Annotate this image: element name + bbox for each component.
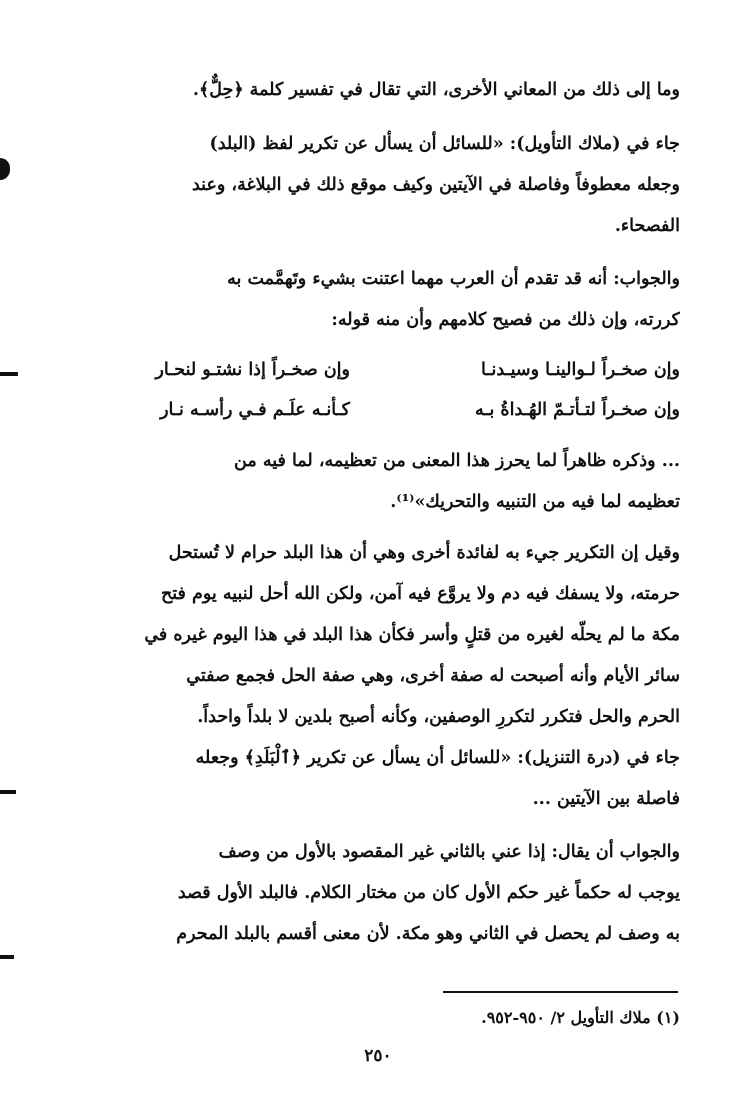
- text-line: وقيل إن التكرير جيء به لفائدة أخرى وهي أن هذا البلد حرام لا تُستحل: [168, 543, 680, 563]
- text-line: سائر الأيام وأنه أصبحت له صفة أخرى، وهي صفة الحل فجمع صفتي: [186, 666, 680, 686]
- paragraph-other-benefit: [40, 533, 680, 738]
- paragraph-durrat-answer: [40, 832, 680, 955]
- text-line: وجعله معطوفاً وفاصلة في الآيتين وكيف موقع ذلك في البلاغة، وعند: [191, 175, 680, 195]
- verse-second-hemistich: كـأنـه علَـم فـي رأسـه نـار: [160, 400, 350, 420]
- text-line: جاء في (درة التنزيل): «للسائل أن يسأل عن تكرير ﴿ٱلْبَلَدِ﴾ وجعله: [195, 748, 680, 768]
- verse-second-hemistich: وإن صخـراً إذا نشتـو لنحـار: [155, 360, 350, 380]
- text-line: كررته، وإن ذلك من فصيح كلامهم وأن منه قوله:: [331, 310, 680, 330]
- paragraph-malak-continued: [40, 441, 680, 523]
- paragraph-durrat-question: [40, 738, 680, 820]
- verse-first-hemistich: وإن صخـراً لـوالينـا وسيـدنـا: [481, 360, 680, 380]
- paragraph-malak-answer: [40, 259, 680, 341]
- text-line: الحرم والحل فتكرر لتكررِ الوصفين، وكأنه أصبح بلدين لا بلداً واحداً.: [197, 707, 680, 727]
- text-line: وما إلى ذلك من المعاني الأخرى، التي تقال في تفسير كلمة ﴿حِلٌّ﴾.: [192, 80, 680, 100]
- text-line: يوجب له حكماً غير حكم الأول كان من مختار الكلام. فالبلد الأول قصد: [177, 883, 680, 903]
- footnote-divider: [443, 991, 678, 993]
- scan-mark: [0, 955, 14, 959]
- paragraph-intro: [40, 70, 680, 111]
- page-number: ٢٥٠: [364, 1046, 392, 1066]
- text-line: حرمته، ولا يسفك فيه دم ولا يروَّع فيه آمن، ولكن الله أحل لنبيه يوم فتح: [160, 584, 680, 604]
- text-line: فاصلة بين الآيتين ...: [532, 789, 680, 809]
- scan-mark: [0, 372, 18, 376]
- text-line: مكة ما لم يحلّه لغيره من قتلٍ وأسر فكأن هذا البلد في هذا اليوم غيره في: [144, 625, 680, 645]
- text-line: ... وذكره ظاهراً لما يحرز هذا المعنى من تعظيمه، لما فيه من: [234, 451, 680, 471]
- poetry-verses: [40, 350, 680, 430]
- text-line: تعظيمه لما فيه من التنبيه والتحريك»⁽¹⁾.: [390, 492, 680, 512]
- text-line: جاء في (ملاك التأويل): «للسائل أن يسأل عن تكرير لفظ (البلد): [209, 134, 680, 154]
- paragraph-malak-question: [40, 124, 680, 247]
- text-line: به وصف لم يحصل في الثاني وهو مكة. لأن معنى أقسم بالبلد المحرم: [176, 924, 680, 944]
- verse-row: [40, 390, 680, 430]
- scan-mark: [0, 790, 16, 794]
- scan-mark: [0, 158, 10, 180]
- verse-first-hemistich: وإن صخـراً لتـأتـمّ الهُـداةُ بـه: [474, 400, 680, 420]
- text-line: والجواب: أنه قد تقدم أن العرب مهما اعتنت بشيء وتَهمَّمت به: [227, 269, 680, 289]
- text-line: والجواب أن يقال: إذا عني بالثاني غير المقصود بالأول من وصف: [218, 842, 680, 862]
- text-line: الفصحاء.: [614, 216, 680, 236]
- footnote: (١) ملاك التأويل ٢/ ٩٥٠-٩٥٢.: [481, 1008, 680, 1027]
- verse-row: [40, 350, 680, 390]
